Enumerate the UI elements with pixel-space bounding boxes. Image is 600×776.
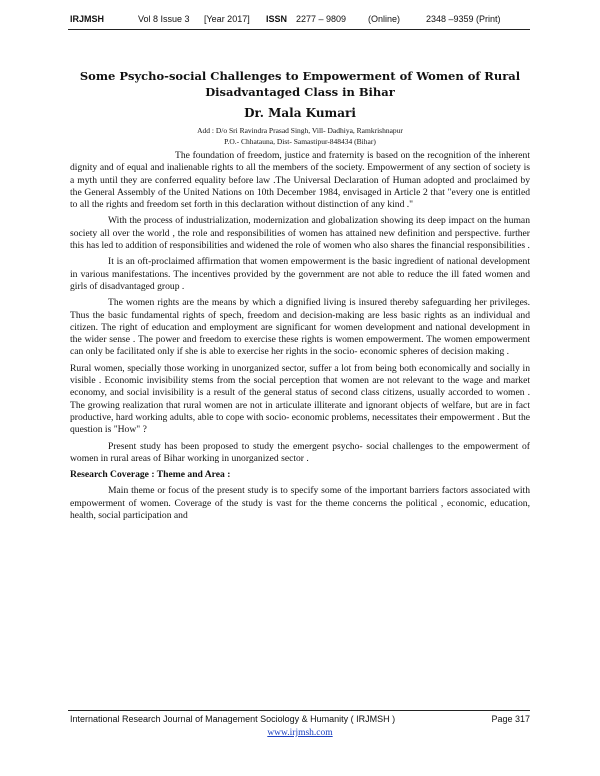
year: [Year 2017] <box>204 14 250 24</box>
page-number: Page 317 <box>491 714 530 724</box>
volume-issue: Vol 8 Issue 3 <box>138 14 190 24</box>
online-label: (Online) <box>368 14 401 24</box>
paragraph-4: The women rights are the means by which a dignified living is insured thereby safeguarding her privileges. Thus the basic fundamental rights of spech, freedom and decision-making are less basic rights as an individual and citizen. The right of education and employment are significant for women development and national development in the wider sense . The power and freedom to exercise these rights is women empowerment. The women empowerment can only be facilitated only if she is able to exercise her rights in the socio- economic spheres of decision making . <box>70 297 530 358</box>
paragraph-1: The foundation of freedom, justice and fraternity is based on the recognition of the inherent dignity and of equal and inalienable rights to all the members of the society. Empowerment of any section of society is a myth until they are conferred equality before law .The Universal Declaration of Human adopted and proclaimed by the General Assembly of the United Nations on 10th December 1984, envisaged in Article 2 that "every one is entitled to all the rights and freedom set forth in this declaration without distinction of any kind ." <box>70 150 530 211</box>
header-divider <box>68 29 530 30</box>
issn-print: 2348 –9359 (Print) <box>426 14 501 24</box>
paragraph-7: Main theme or focus of the present study is to specify some of the important barriers factors associated with empowerment of women. Coverage of the study is vast for the theme concerns the political , economic, education, health, social participation and <box>70 485 530 522</box>
author-name: Dr. Mala Kumari <box>244 106 356 120</box>
issn-label: ISSN <box>266 14 288 24</box>
title-line-1: Some Psycho-social Challenges to Empowerment of Women of Rural <box>79 69 521 83</box>
footer-divider <box>68 710 530 711</box>
author-address-line-1: Add : D/o Sri Ravindra Prasad Singh, Vill- Dadhiya, Ramkrishnapur <box>197 126 403 135</box>
author-address-line-2: P.O.- Chhatauna, Dist- Samastipur-848434 (Bihar) <box>224 137 376 146</box>
article-title <box>70 68 530 100</box>
paragraph-6: Present study has been proposed to study the emergent psycho- social challenges to the empowerment of women in rural areas of Bihar working in unorganized sector . <box>70 440 530 464</box>
title-line-2: Disadvantaged Class in Bihar <box>205 85 395 99</box>
footer-journal-name: International Research Journal of Management Sociology & Humanity ( IRJMSH ) <box>70 714 396 724</box>
issn-online: 2277 – 9809 <box>296 14 347 24</box>
paragraph-3: It is an oft-proclaimed affirmation that women empowerment is the basic ingredient of national development in various manifestations. The incentives provided by the government are not able to reduce the ill fated women and girls of disadvantaged group . <box>70 256 530 292</box>
paragraph-2: With the process of industrialization, modernization and globalization showing its deep impact on the human society all over the world , the role and responsibilities of women has attained new definition and perspective. further this has led to addition of responsibilities and widened the role of women who also shares the financial responsibilities . <box>70 215 530 252</box>
article-body <box>70 150 530 526</box>
journal-abbrev: IRJMSH <box>70 14 105 24</box>
paragraph-5: Rural women, specially those working in unorganized sector, suffer a lot from being both economically and socially in visible . Economic invisibility stems from the social perception that women are not relevant to the wage and market economy, and social invisibility is a result of the general status of second class citizens, usually accorded to women . The growing realization that rural women are not in articulate illiterate and ignorant objects of welfare, but are in fact productive, hard working adults, able to cope with socio- economic problems, necessitates their empowerment . But the question is "How" ? <box>70 362 530 436</box>
section-heading: Research Coverage : Theme and Area : <box>70 469 231 481</box>
journal-url-link[interactable]: www.irjmsh.com <box>267 728 333 738</box>
